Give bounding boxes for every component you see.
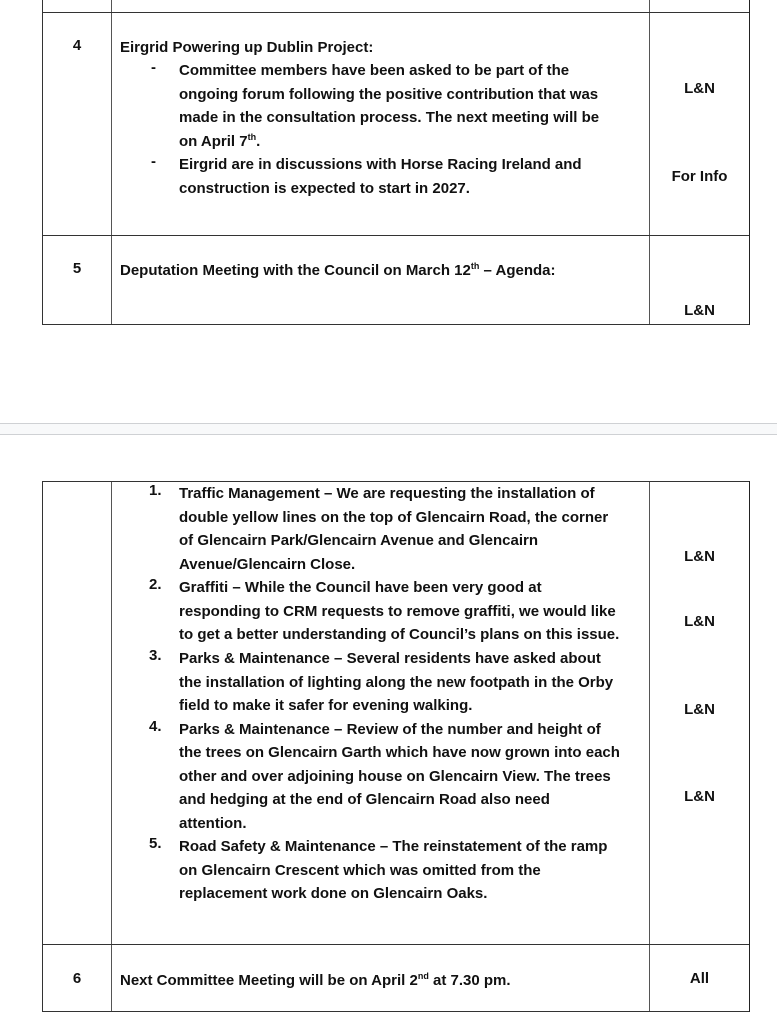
bullet-text-line: Committee members have been asked to be part of the [179, 62, 570, 79]
meeting-text: at 7.30 pm. [428, 972, 511, 989]
cell-body [112, 482, 650, 944]
bullet-text-line [179, 130, 260, 154]
action-owner: For Info [671, 168, 728, 185]
heading-text: – Agenda: [479, 262, 556, 279]
date-text: on April 7 [179, 132, 248, 150]
list-item-line: replacement work done on Glencairn Oaks. [179, 885, 488, 902]
action-owner: L&N [684, 80, 715, 97]
list-item-line: Avenue/Glencairn Close. [179, 555, 356, 573]
ordinal-suffix: th [470, 261, 480, 271]
item-text [120, 969, 511, 993]
list-item-line: Parks & Maintenance – Review of the number and height of [179, 720, 601, 738]
list-item-line: the trees on Glencairn Garth which have now grown into each [179, 744, 620, 761]
cell-action [650, 945, 749, 1011]
list-item-line: Traffic Management – We are requesting the installation of [179, 485, 595, 502]
bullet-text-line: Eirgrid are in discussions with Horse Racing Ireland and [179, 156, 582, 173]
list-item-line: responding to CRM requests to remove graffiti, we would like [179, 602, 616, 620]
list-item-line: Graffiti – While the Council have been very good at [179, 579, 542, 596]
cell-action [650, 0, 749, 12]
cell-body [112, 945, 650, 1011]
bullet-text-line: ongoing forum following the positive contribution that was [179, 85, 599, 103]
list-item-line: other and over adjoining house on Glencairn View. The trees [179, 767, 611, 785]
list-number: 3. [149, 647, 162, 664]
list-item-line: to get a better understanding of Council’s plans on this issue. [179, 626, 620, 643]
list-item-line: on Glencairn Crescent which was omitted from the [179, 861, 541, 879]
table-row-previous-stub [43, 0, 749, 13]
list-item-line: of Glencairn Park/Glencairn Avenue and Glencairn [179, 532, 539, 549]
ordinal-suffix: nd [417, 971, 429, 981]
bullet-dash: - [151, 153, 156, 170]
item-heading: Eirgrid Powering up Dublin Project: [120, 39, 374, 56]
table-row-item-4 [43, 13, 749, 236]
cell-number [43, 236, 112, 324]
item-number: 5 [72, 260, 82, 277]
item-number: 6 [72, 970, 82, 987]
table-row-item-5-continued [43, 481, 749, 945]
minutes-table-page-1 [42, 0, 750, 325]
list-number: 4. [149, 717, 162, 735]
document-page-2 [0, 435, 777, 1023]
bullet-text-line: made in the consultation process. The next meeting will be [179, 109, 600, 126]
list-item-line: attention. [179, 814, 247, 832]
cell-body [112, 0, 650, 12]
punctuation: . [256, 132, 261, 150]
cell-number [43, 482, 112, 944]
list-item-line: double yellow lines on the top of Glencairn Road, the corner [179, 508, 609, 526]
action-owner: L&N [684, 701, 715, 718]
ordinal-suffix: th [247, 131, 257, 142]
item-heading [120, 259, 555, 283]
page-break [0, 423, 777, 435]
bullet-dash: - [151, 59, 156, 76]
item-number: 4 [72, 37, 82, 54]
minutes-table-page-2 [42, 481, 750, 1012]
list-item-line: Road Safety & Maintenance – The reinstatement of the ramp [179, 838, 608, 855]
cell-action [650, 236, 749, 324]
cell-number [43, 0, 112, 12]
cell-body [112, 13, 650, 235]
table-row-item-5 [43, 236, 749, 325]
document-page-1 [0, 0, 777, 423]
heading-text: Deputation Meeting with the Council on March 12 [120, 262, 471, 279]
cell-number [43, 13, 112, 235]
action-owner: L&N [684, 302, 715, 319]
table-row-item-6 [43, 945, 749, 1012]
cell-action [650, 13, 749, 235]
cell-number [43, 945, 112, 1011]
bullet-text-line: construction is expected to start in 2027. [179, 179, 470, 197]
list-item-line: the installation of lighting along the new footpath in the Orby [179, 673, 614, 691]
action-owner: All [689, 970, 710, 987]
cell-body [112, 236, 650, 324]
list-number: 5. [149, 835, 162, 852]
action-owner: L&N [684, 548, 715, 565]
action-owner: L&N [684, 613, 715, 630]
list-item-line: Parks & Maintenance – Several residents have asked about [179, 650, 601, 667]
list-item-line: field to make it safer for evening walking. [179, 697, 473, 714]
list-item-line: and hedging at the end of Glencairn Road also need [179, 791, 550, 808]
cell-action [650, 482, 749, 944]
list-number: 1. [149, 482, 162, 499]
meeting-text: Next Committee Meeting will be on April 2 [120, 972, 418, 989]
list-number: 2. [149, 576, 162, 593]
action-owner: L&N [684, 788, 715, 805]
